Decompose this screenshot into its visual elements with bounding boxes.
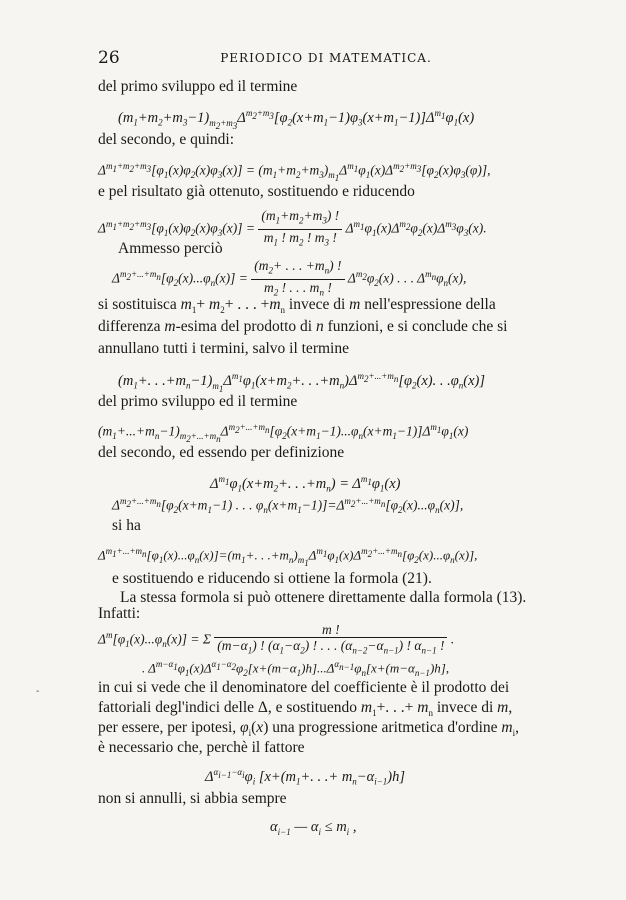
text-line-10: si ha [112, 517, 141, 534]
running-title: PERIODICO DI MATEMATICA. [220, 51, 432, 65]
equation-8: $\Delta^{m_2+...+m_n}[\varphi_2(x+m_1-1)$ . . . $\varphi_n(x+m_1-1)]=\Delta^{m_2+...+m_n}[\varphi_2(x)...\varphi_n(x)]$, [112, 496, 464, 516]
equation-7: $\Delta^{m_1}\varphi_1(x+m_2+$. . $.+m_n) = \Delta^{m_1}\varphi_1(x)$ [210, 474, 401, 494]
equation-4: $\Delta^{m_2+...+m_n}[\varphi_2(x)...\varphi_n(x)]$ = $\frac{(m_2+ . . . +m_n) !}{m_2 ! . . . m_n !}$ $\Delta^{m_2}\varphi_2(x)$ . . . $\Delta^{m_n}\varphi_n(x)$, [112, 258, 467, 298]
text-line-17: è necessario che, perchè il fattore [98, 739, 305, 756]
equation-13: $\alpha_{i-1}$ — $\alpha_i \le m_i$ , [270, 819, 357, 837]
margin-mark: - [36, 686, 40, 697]
text-line-15: fattoriali degl'indici delle Δ, e sostituendo $m_1+$. . .+ $m_n$ invece di m, [98, 699, 513, 719]
running-header [98, 48, 554, 70]
text-line-12: La stessa formola si può ottenere direttamente dalla formola (13). [120, 589, 527, 606]
equation-12: $\Delta^{\alpha_{i-1}-\alpha_i}\varphi_i$ [$x+(m_1+$. . .+ $m_n-\alpha_{i-1})h$] [205, 767, 406, 787]
equation-5: ($m_1+$. . $.+m_n-1)_{m_1}\Delta^{m_1}\varphi_1(x+m_2+$. . $.+m_n)\Delta^{m_2+...+m_n}[\varphi_2(x)$. . $.\varphi_n(x)$] [118, 371, 486, 394]
equation-2: $\Delta^{m_1+m_2+m_3}[\varphi_1(x)\varphi_2(x)\varphi_3(x)] = (m_1+m_2+m_3)_{m_1}\Delta^{m_1}\varphi_1(x)\Delta^{m_2+m_3}[\varphi_2(x)\varphi_3(\varphi)]$, [98, 161, 491, 183]
equation-11: . $\Delta^{m-\alpha_1}\varphi_1(x)\Delta^{\alpha_1-\alpha_2}\varphi_2[x+(m-\alpha_1)h]...\Delta^{\alpha_{n-1}}\varphi_n[x+(m-\alpha_{n-1})h]$, [142, 659, 450, 678]
text-line-14: in cui si vede che il denominatore del coefficiente è il prodotto dei [98, 679, 510, 696]
text-line-5: si sostituisca $m_1+ m_2+$ . . . $+m_n$ invece di m nell'espressione della [98, 296, 496, 316]
equation-9: $\Delta^{m_1+...+m_n}[\varphi_1(x)...\varphi_n(x)]=(m_1+$. . $.+m_n)_{m_1}\Delta^{m_1}\varphi_1(x)\Delta^{m_2+...+m_n}[\varphi_2(x)...\varphi_n(x)]$, [98, 546, 478, 568]
text-line-3: e pel risultato già ottenuto, sostituendo e riducendo [98, 183, 415, 200]
equation-3: $\Delta^{m_1+m_2+m_3}[\varphi_1(x)\varphi_2(x)\varphi_3(x)]$ = $\frac{(m_1+m_2+m_3) !}{m_1 ! m_2 ! m_3 !}$ $\Delta^{m_1}\varphi_1(x)\Delta^{m_2}\varphi_2(x)\Delta^{m_3}\varphi_3(x)$. [98, 208, 487, 248]
text-line-9: del secondo, ed essendo per definizione [98, 444, 345, 461]
equation-1: $(m_1+m_2+m_3-1)_{m_2+m_3}\Delta^{m_2+m_3}[\varphi_2(x+m_1-1)\varphi_3(x+m_1-1)]\Delta^{m_1}\varphi_1(x)$ [118, 108, 475, 131]
text-line-8: del primo sviluppo ed il termine [98, 393, 298, 410]
text-line-16: per essere, per ipotesi, $\varphi_i(x)$ una progressione aritmetica d'ordine $m_i$, [98, 719, 520, 739]
equation-10: $\Delta^m[\varphi_1(x)...\varphi_n(x)] = \Sigma$ $\frac{m !}{(m-\alpha_1) ! (\alpha_1-\alpha_2) ! . . . (\alpha_{n-2}-\alpha_{n-1}) ! \alpha_{n-1} !}$ . [98, 622, 455, 656]
text-line-2: del secondo, e quindi: [98, 131, 235, 148]
text-line-18: non si annulli, si abbia sempre [98, 790, 287, 807]
text-line-1: del primo sviluppo ed il termine [98, 78, 298, 95]
text-line-11: e sostituendo e riducendo si ottiene la formola (21). [112, 570, 432, 587]
text-line-6: differenza m-esima del prodotto di n funzioni, e si conclude che si [98, 318, 508, 335]
text-line-7: annullano tutti i termini, salvo il termine [98, 340, 349, 357]
page-number: 26 [98, 48, 120, 68]
text-line-4: Ammesso perciò [118, 240, 223, 257]
equation-6: $(m_1+...+m_n-1)_{m_2+...+m_n}\Delta^{m_2+...+m_n}[\varphi_2(x+m_1-1)...\varphi_n(x+m_1-1)]\Delta^{m_1}\varphi_1(x)$ [98, 422, 469, 444]
text-line-13: Infatti: [98, 605, 141, 622]
